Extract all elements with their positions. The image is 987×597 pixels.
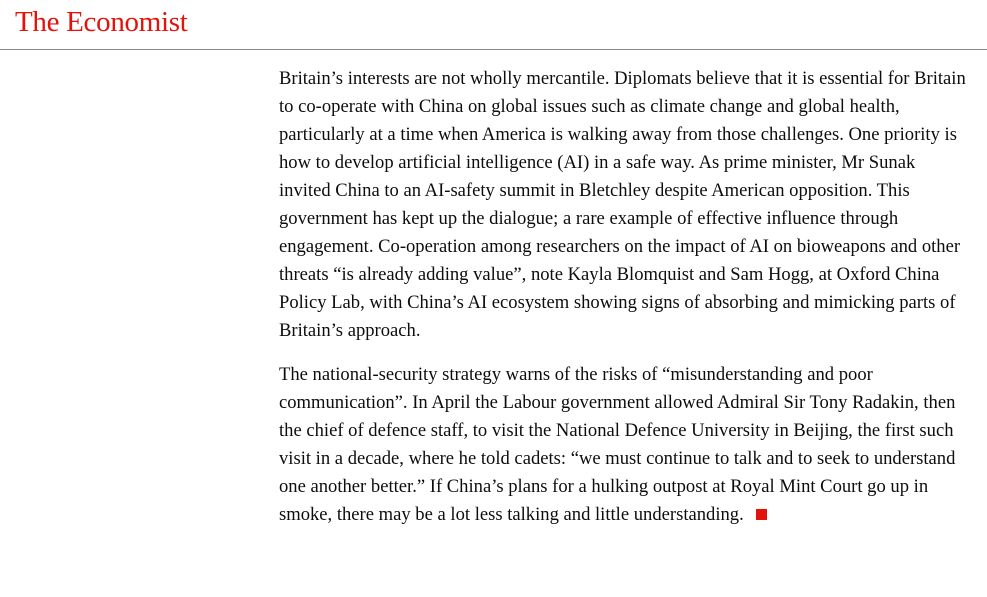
article-paragraph-1: Britain’s interests are not wholly mercantile. Diplomats believe that it is essential for Britain to co-operate with China on global issues such as climate change and global health, particularly at a time when America is walking away from those challenges. One priority is how to develop artificial intelligence (AI) in a safe way. As prime minister, Mr Sunak invited China to an AI-safety summit in Bletchley despite American opposition. This government has kept up the dialogue; a rare example of effective influence through engagement. Co-operation among researchers on the impact of AI on bioweapons and other threats “is already adding value”, note Kayla Blomquist and Sam Hogg, at Oxford China Policy Lab, with China’s AI ecosystem showing signs of absorbing and mimicking parts of Britain’s approach. <box>279 68 966 341</box>
economist-logo[interactable]: The Economist <box>15 6 188 38</box>
masthead <box>0 0 987 50</box>
end-of-article-mark-icon <box>756 509 767 520</box>
article-paragraph-2 <box>279 361 969 529</box>
article-paragraph-2-text: The national-security strategy warns of the risks of “misunderstanding and poor communication”. In April the Labour government allowed Admiral Sir Tony Radakin, then the chief of defence staff, to visit the National Defence University in Beijing, the first such visit in a decade, where he told cadets: “we must continue to talk and to seek to understand one another better.” If China’s plans for a hulking outpost at Royal Mint Court go up in smoke, there may be a lot less talking and little understanding. <box>279 364 956 525</box>
article-body <box>279 65 969 529</box>
